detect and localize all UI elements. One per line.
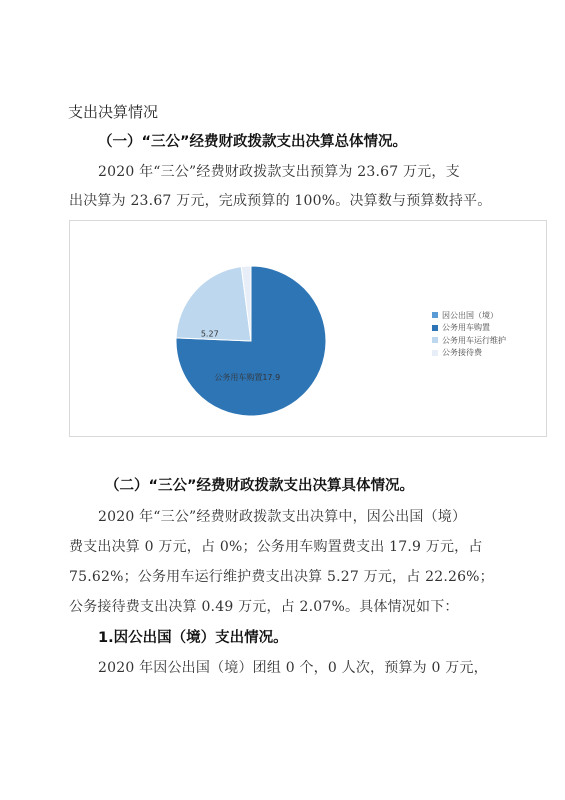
legend-item [432, 334, 506, 347]
legend-swatch [432, 312, 438, 318]
pie-chart [69, 220, 547, 437]
chart-legend [432, 309, 506, 359]
paragraph-line: 2020 年“三公”经费财政拨款支出决算中，因公出国（境） [98, 509, 467, 525]
legend-label: 公务用车购置 [442, 323, 490, 333]
paragraph-line: 公务接待费支出决算 0.49 万元，占 2.07%。具体情况如下： [69, 599, 459, 615]
legend-item [432, 322, 506, 335]
paragraph-line: 费支出决算 0 万元，占 0%；公务用车购置费支出 17.9 万元，占 [69, 539, 483, 555]
heading-overseas: 1.因公出国（境）支出情况。 [98, 630, 288, 646]
paragraph-line: 75.62%；公务用车运行维护费支出决算 5.27 万元，占 22.26%； [69, 569, 494, 585]
slice-data-label: 公务用车购置17.9 [214, 373, 281, 382]
legend-label: 公务接待费 [442, 348, 482, 358]
paragraph-line: 2020 年因公出国（境）团组 0 个，0 人次，预算为 0 万元， [98, 660, 488, 676]
slice-data-label: 5.27 [200, 329, 219, 339]
heading-detail: （二）“三公”经费财政拨款支出决算具体情况。 [105, 478, 415, 494]
legend-swatch [432, 337, 438, 343]
legend-item [432, 309, 506, 322]
legend-swatch [432, 325, 438, 331]
section-title: 支出决算情况 [68, 103, 159, 121]
legend-label: 公务用车运行维护 [442, 335, 506, 345]
legend-swatch [432, 350, 438, 356]
paragraph-line: 出决算为 23.67 万元，完成预算的 100%。决算数与预算数持平。 [69, 193, 492, 209]
heading-overall: （一）“三公”经费财政拨款支出决算总体情况。 [98, 134, 408, 150]
legend-label: 因公出国（境） [442, 310, 498, 320]
paragraph-line: 2020 年“三公”经费财政拨款支出预算为 23.67 万元，支 [98, 164, 460, 180]
legend-item [432, 347, 506, 360]
